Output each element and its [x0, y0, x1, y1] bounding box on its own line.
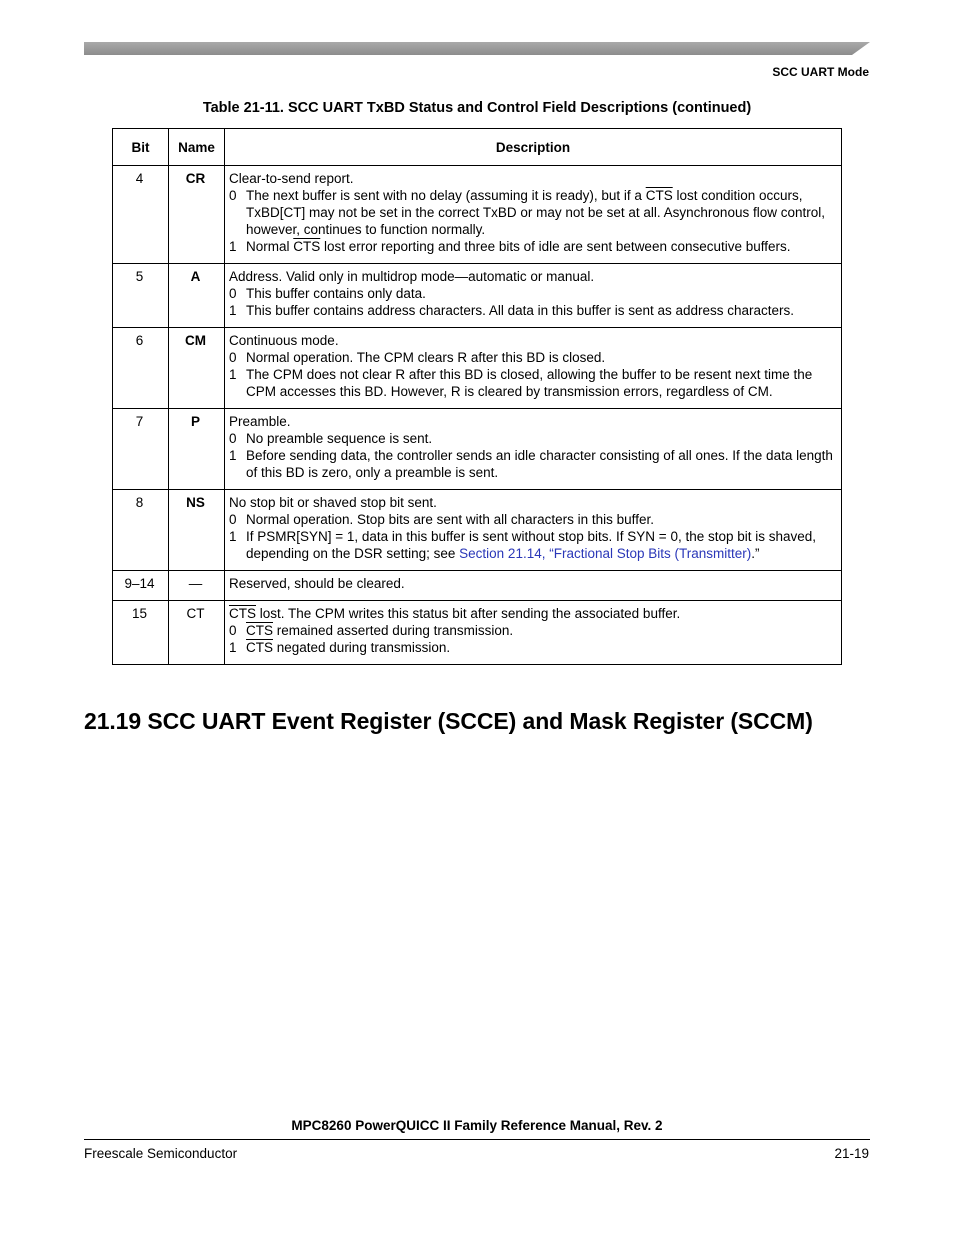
option-number: 1: [229, 303, 237, 318]
section-link[interactable]: Section 21.14, “Fractional Stop Bits (Transmitter): [459, 546, 752, 561]
option-0: [229, 187, 835, 238]
table-caption: Table 21-11. SCC UART TxBD Status and Control Field Descriptions (continued): [202, 100, 752, 116]
description-cell: [225, 409, 842, 490]
option-number: 0: [229, 431, 237, 446]
option-text: negated during transmission.: [273, 640, 451, 655]
footer-divider: [84, 1139, 870, 1140]
description-intro: [229, 605, 835, 622]
name-cell: CT: [169, 601, 225, 665]
option-text: If PSMR[SYN] = 1, data in this buffer is sent without stop bits. If SYN = 0, the stop bit is shaved, depending on the DSR setting; see: [246, 529, 817, 561]
option-text: lost condition occurs, TxBD[CT] may not be set in the correct TxBD or may not be set at all. Asynchronous flow control, however, continues to function normally.: [246, 188, 825, 237]
table-row: [113, 490, 842, 571]
table-row: [113, 264, 842, 328]
header-bar: [84, 42, 870, 55]
table-row: [113, 328, 842, 409]
bit-cell: 15: [113, 601, 169, 665]
signal-cts: $\overline{CTS}$: [293, 239, 321, 254]
option-number: 1: [229, 640, 237, 655]
option-text: This buffer contains only data.: [246, 286, 426, 301]
option-text: lost error reporting and three bits of idle are sent between consecutive buffers.: [320, 239, 791, 254]
footer-publisher: Freescale Semiconductor: [84, 1146, 238, 1161]
option-number: 0: [229, 286, 237, 301]
table-header-row: [113, 129, 842, 166]
table-row: [113, 409, 842, 490]
description-cell: [225, 328, 842, 409]
description-cell: [225, 264, 842, 328]
signal-cts: $\overline{CTS}$: [229, 606, 256, 621]
field-description-table: [112, 128, 842, 665]
description-intro: No stop bit or shaved stop bit sent.: [229, 495, 437, 510]
option-1: [229, 528, 835, 562]
bit-cell: 5: [113, 264, 169, 328]
option-text: No preamble sequence is sent.: [246, 431, 433, 446]
bit-cell: 9–14: [113, 571, 169, 601]
option-number: 1: [229, 367, 237, 382]
option-text: remained asserted during transmission.: [273, 623, 514, 638]
bit-cell: 8: [113, 490, 169, 571]
option-text: Normal: [246, 239, 294, 254]
option-0: [229, 285, 835, 302]
option-1: [229, 302, 835, 319]
column-header-description: Description: [225, 129, 842, 166]
option-0: [229, 511, 835, 528]
option-1: [229, 639, 835, 656]
description-intro: Continuous mode.: [229, 333, 339, 348]
table-row: [113, 166, 842, 264]
section-heading: 21.19 SCC UART Event Register (SCCE) and Mask Register (SCCM): [84, 708, 813, 734]
option-text: Normal operation. The CPM clears R after this BD is closed.: [246, 350, 606, 365]
bit-cell: 7: [113, 409, 169, 490]
description-cell: [225, 571, 842, 601]
description-intro: Preamble.: [229, 414, 291, 429]
running-head: SCC UART Mode: [772, 65, 869, 79]
option-1: [229, 238, 835, 255]
name-cell: CM: [169, 328, 225, 409]
bit-cell: 6: [113, 328, 169, 409]
description-intro: Clear-to-send report.: [229, 171, 354, 186]
description-cell: [225, 166, 842, 264]
description-cell: [225, 490, 842, 571]
description-intro: Reserved, should be cleared.: [229, 576, 405, 591]
option-1: [229, 447, 835, 481]
table-row: [113, 571, 842, 601]
option-number: 0: [229, 623, 237, 638]
signal-cts: $\overline{CTS}$: [246, 640, 273, 655]
footer-title: MPC8260 PowerQUICC II Family Reference Manual, Rev. 2: [291, 1118, 663, 1133]
signal-cts: $\overline{CTS}$: [246, 623, 273, 638]
signal-cts: $\overline{CTS}$: [645, 188, 673, 203]
option-text: The CPM does not clear R after this BD is closed, allowing the buffer to be resent next time the CPM accesses this BD. However, R is cleared by transmission errors, regardless of CM.: [246, 367, 813, 399]
name-cell: —: [169, 571, 225, 601]
option-number: 1: [229, 448, 237, 463]
intro-text: lost. The CPM writes this status bit after sending the associated buffer.: [256, 606, 681, 621]
option-text: Before sending data, the controller sends an idle character consisting of all ones. If the data length of this BD is zero, only a preamble is sent.: [246, 448, 833, 480]
name-cell: NS: [169, 490, 225, 571]
column-header-bit: Bit: [113, 129, 169, 166]
column-header-name: Name: [169, 129, 225, 166]
name-cell: A: [169, 264, 225, 328]
option-number: 1: [229, 529, 237, 544]
option-1: [229, 366, 835, 400]
option-number: 0: [229, 350, 237, 365]
option-0: [229, 622, 835, 639]
option-text: Normal operation. Stop bits are sent with all characters in this buffer.: [246, 512, 654, 527]
option-text: .”: [751, 546, 760, 561]
name-cell: CR: [169, 166, 225, 264]
description-intro: Address. Valid only in multidrop mode—automatic or manual.: [229, 269, 595, 284]
option-text: The next buffer is sent with no delay (assuming it is ready), but if a: [246, 188, 646, 203]
description-cell: [225, 601, 842, 665]
name-cell: P: [169, 409, 225, 490]
bit-cell: 4: [113, 166, 169, 264]
option-0: [229, 349, 835, 366]
option-text: This buffer contains address characters. All data in this buffer is sent as address characters.: [246, 303, 795, 318]
option-0: [229, 430, 835, 447]
option-number: 0: [229, 512, 237, 527]
option-number: 0: [229, 188, 237, 203]
option-number: 1: [229, 239, 237, 254]
table-row: [113, 601, 842, 665]
page-number: 21-19: [834, 1146, 869, 1161]
